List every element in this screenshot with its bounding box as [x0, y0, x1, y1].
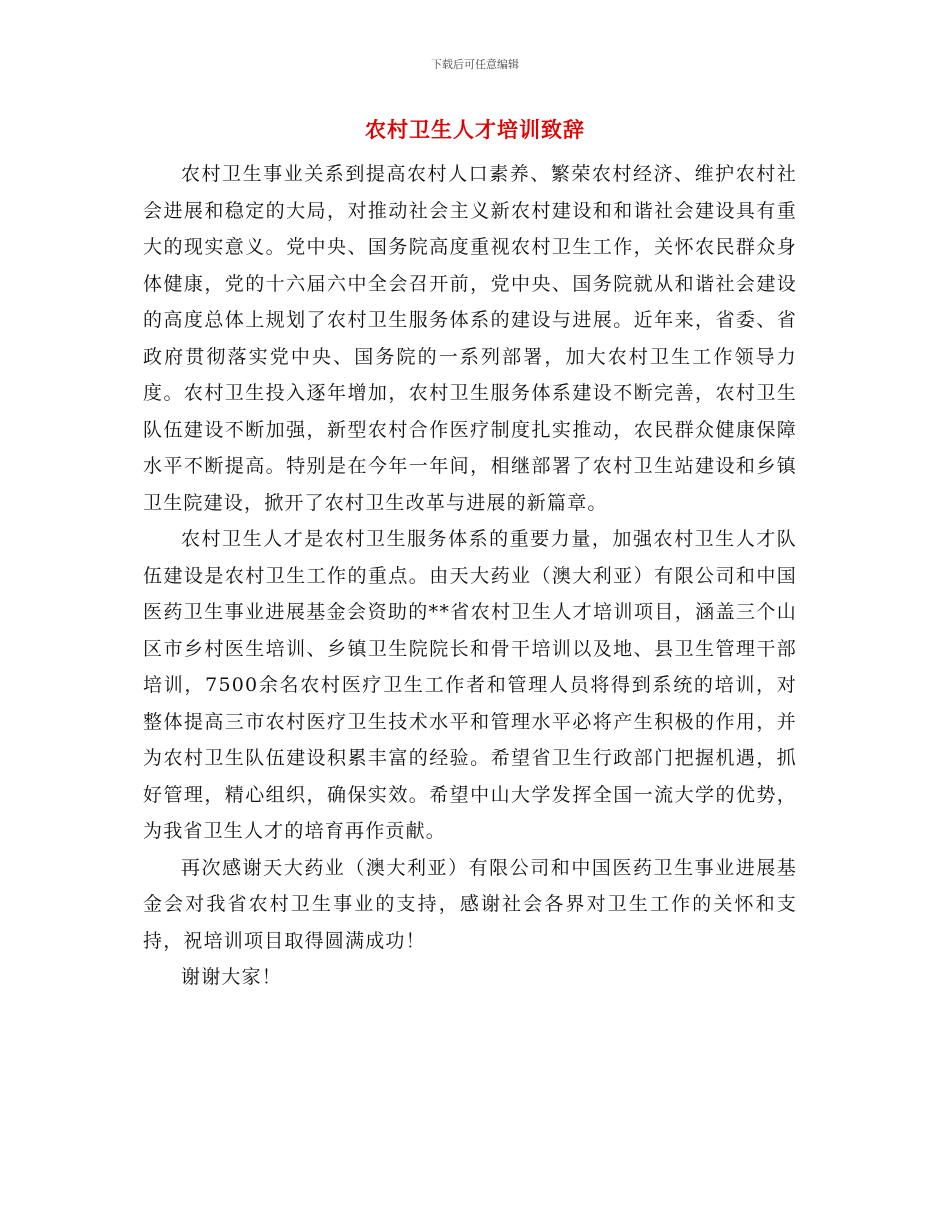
document-body — [143, 156, 797, 996]
document-title: 农村卫生人才培训致辞 — [365, 117, 585, 142]
header-note: 下载后可任意编辑 — [431, 58, 519, 71]
paragraph-2: 农村卫生人才是农村卫生服务体系的重要力量，加强农村卫生人才队伍建设是农村卫生工作的重点。由天大药业（澳大利亚）有限公司和中国医药卫生事业进展基金会资助的**省农村卫生人才培训项目，涵盖三个山区市乡村医生培训、乡镇卫生院院长和骨干培训以及地、县卫生管理干部培训，7500余名农村医疗卫生工作者和管理人员将得到系统的培训，对整体提高三市农村医疗卫生技术水平和管理水平必将产生积极的作用，并为农村卫生队伍建设积累丰富的经验。希望省卫生行政部门把握机遇，抓好管理，精心组织，确保实效。希望中山大学发挥全国一流大学的优势，为我省卫生人才的培育再作贡献。 — [143, 528, 797, 842]
paragraph-1: 农村卫生事业关系到提高农村人口素养、繁荣农村经济、维护农村社会进展和稳定的大局，对推动社会主义新农村建设和和谐社会建设具有重大的现实意义。党中央、国务院高度重视农村卫生工作，关怀农民群众身体健康，党的十六届六中全会召开前，党中央、国务院就从和谐社会建设的高度总体上规划了农村卫生服务体系的建设与进展。近年来，省委、省政府贯彻落实党中央、国务院的一系列部署，加大农村卫生工作领导力度。农村卫生投入逐年增加，农村卫生服务体系建设不断完善，农村卫生队伍建设不断加强，新型农村合作医疗制度扎实推动，农民群众健康保障水平不断提高。特别是在今年一年间，相继部署了农村卫生站建设和乡镇卫生院建设，掀开了农村卫生改革与进展的新篇章。 — [143, 163, 797, 514]
paragraph-3: 再次感谢天大药业（澳大利亚）有限公司和中国医药卫生事业进展基金会对我省农村卫生事业的支持，感谢社会各界对卫生工作的关怀和支持，祝培训项目取得圆满成功！ — [143, 856, 797, 952]
paragraph-4: 谢谢大家！ — [181, 966, 283, 988]
